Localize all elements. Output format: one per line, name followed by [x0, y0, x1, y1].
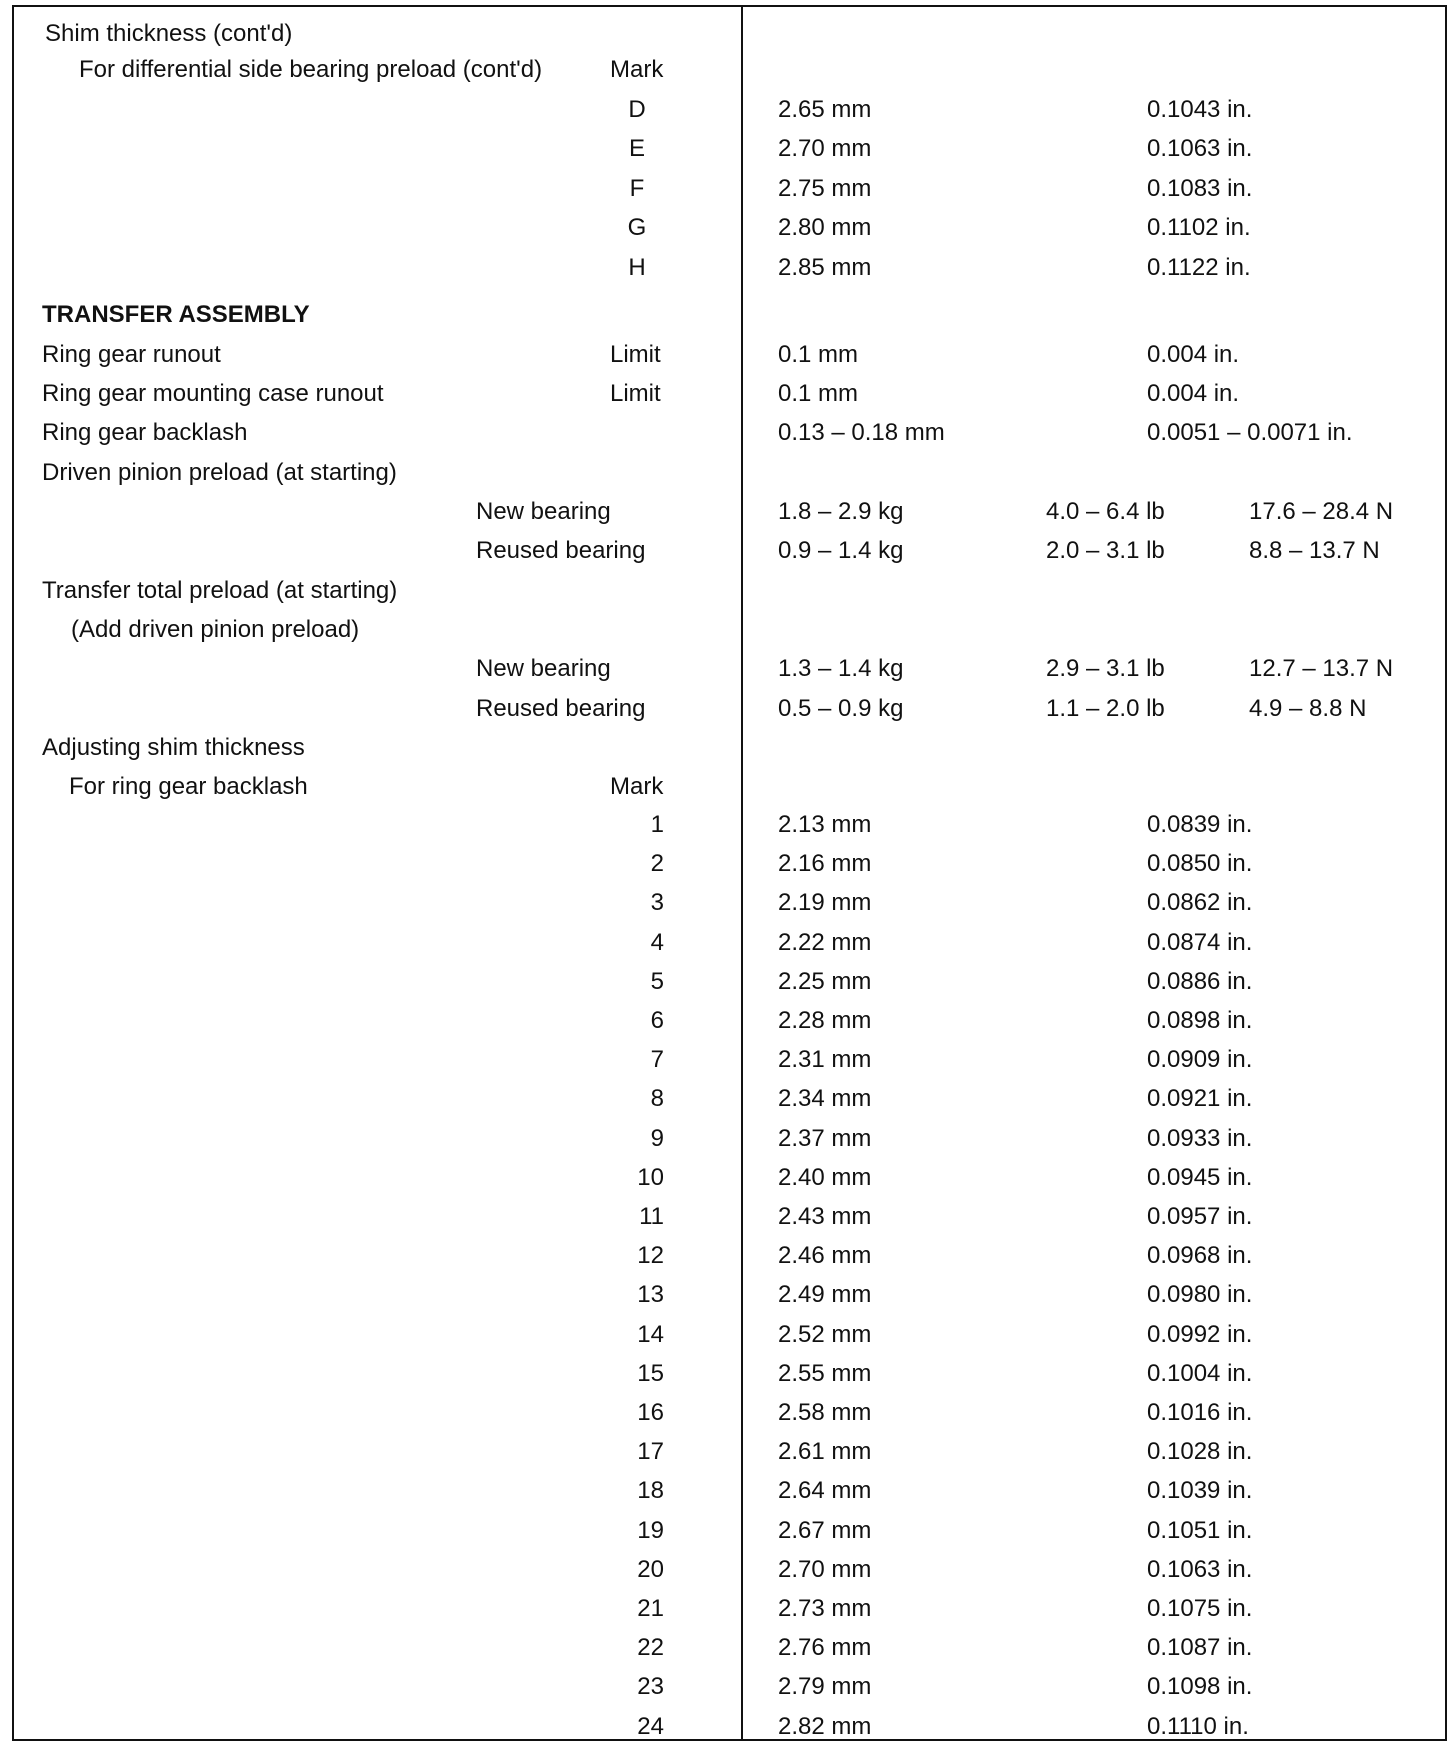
- shim-inch: 0.1016 in.: [1147, 1399, 1253, 1426]
- case-runout-label: Ring gear mounting case runout: [42, 380, 384, 407]
- backlash-shim-sublabel: For ring gear backlash: [69, 773, 308, 800]
- shim-mm: 2.31 mm: [778, 1046, 872, 1073]
- shim-mm: 2.34 mm: [778, 1085, 872, 1112]
- total-new-kg: 1.3 – 1.4 kg: [778, 655, 904, 682]
- shim-mark: 4: [650, 929, 664, 956]
- backlash-inch: 0.0051 – 0.0071 in.: [1147, 419, 1353, 446]
- ring-runout-qualifier: Limit: [610, 341, 661, 368]
- total-reused-label: Reused bearing: [476, 695, 646, 722]
- shim-mark: 6: [650, 1007, 664, 1034]
- shim-inch: 0.0886 in.: [1147, 968, 1253, 995]
- case-runout-qualifier: Limit: [610, 380, 661, 407]
- shim-mark: 1: [650, 811, 664, 838]
- total-reused-lb: 1.1 – 2.0 lb: [1046, 695, 1165, 722]
- shim-inch: 0.0862 in.: [1147, 889, 1253, 916]
- shim-inch: 0.1063 in.: [1147, 135, 1253, 162]
- shim-mm: 2.13 mm: [778, 811, 872, 838]
- pinion-new-lb: 4.0 – 6.4 lb: [1046, 498, 1165, 525]
- column-divider: [741, 5, 743, 1741]
- pinion-reused-kg: 0.9 – 1.4 kg: [778, 537, 904, 564]
- shim-mark: 8: [650, 1085, 664, 1112]
- shim-inch: 0.1083 in.: [1147, 175, 1253, 202]
- shim-mark: 23: [637, 1673, 664, 1700]
- shim-mark: 20: [637, 1556, 664, 1583]
- shim-mark: H: [628, 254, 646, 281]
- shim-mark: 10: [637, 1164, 664, 1191]
- shim-thickness-title: Shim thickness (cont'd): [45, 20, 293, 47]
- mark-header: Mark: [610, 773, 664, 800]
- shim-inch: 0.0933 in.: [1147, 1125, 1253, 1152]
- shim-mm: 2.76 mm: [778, 1634, 872, 1661]
- shim-mm: 2.46 mm: [778, 1242, 872, 1269]
- shim-mm: 2.79 mm: [778, 1673, 872, 1700]
- shim-mark: E: [628, 135, 646, 162]
- shim-mm: 2.61 mm: [778, 1438, 872, 1465]
- shim-inch: 0.0921 in.: [1147, 1085, 1253, 1112]
- shim-mm: 2.40 mm: [778, 1164, 872, 1191]
- shim-inch: 0.1098 in.: [1147, 1673, 1253, 1700]
- shim-mm: 2.37 mm: [778, 1125, 872, 1152]
- shim-inch: 0.0968 in.: [1147, 1242, 1253, 1269]
- total-new-n: 12.7 – 13.7 N: [1249, 655, 1394, 682]
- backlash-label: Ring gear backlash: [42, 419, 248, 446]
- total-reused-kg: 0.5 – 0.9 kg: [778, 695, 904, 722]
- shim-inch: 0.0898 in.: [1147, 1007, 1253, 1034]
- shim-mark: 9: [650, 1125, 664, 1152]
- shim-mark: 19: [637, 1517, 664, 1544]
- pinion-new-label: New bearing: [476, 498, 611, 525]
- shim-mm: 2.64 mm: [778, 1477, 872, 1504]
- shim-mark: G: [627, 214, 647, 241]
- shim-inch: 0.1039 in.: [1147, 1477, 1253, 1504]
- shim-inch: 0.0909 in.: [1147, 1046, 1253, 1073]
- pinion-preload-label: Driven pinion preload (at starting): [42, 459, 397, 486]
- shim-mark: 17: [637, 1438, 664, 1465]
- ring-runout-mm: 0.1 mm: [778, 341, 859, 368]
- shim-mm: 2.70 mm: [778, 135, 872, 162]
- diff-preload-subtitle: For differential side bearing preload (cont'd): [79, 56, 543, 83]
- backlash-mm: 0.13 – 0.18 mm: [778, 419, 945, 446]
- total-preload-note: (Add driven pinion preload): [71, 616, 360, 643]
- shim-inch: 0.0874 in.: [1147, 929, 1253, 956]
- shim-inch: 0.1043 in.: [1147, 96, 1253, 123]
- shim-inch: 0.1110 in.: [1147, 1713, 1249, 1740]
- shim-mm: 2.73 mm: [778, 1595, 872, 1622]
- shim-inch: 0.1087 in.: [1147, 1634, 1253, 1661]
- shim-mm: 2.55 mm: [778, 1360, 872, 1387]
- pinion-new-kg: 1.8 – 2.9 kg: [778, 498, 904, 525]
- shim-mark: 11: [639, 1203, 664, 1230]
- shim-inch: 0.0980 in.: [1147, 1281, 1253, 1308]
- shim-inch: 0.0850 in.: [1147, 850, 1253, 877]
- case-runout-mm: 0.1 mm: [778, 380, 859, 407]
- shim-mark: 15: [637, 1360, 664, 1387]
- shim-mark: 3: [650, 889, 664, 916]
- shim-mark: 22: [637, 1634, 664, 1661]
- shim-mm: 2.49 mm: [778, 1281, 872, 1308]
- shim-mm: 2.82 mm: [778, 1713, 872, 1740]
- adjusting-shim-label: Adjusting shim thickness: [42, 734, 305, 761]
- shim-mm: 2.80 mm: [778, 214, 872, 241]
- shim-mm: 2.52 mm: [778, 1321, 872, 1348]
- shim-inch: 0.0945 in.: [1147, 1164, 1253, 1191]
- shim-mm: 2.25 mm: [778, 968, 872, 995]
- pinion-new-n: 17.6 – 28.4 N: [1249, 498, 1394, 525]
- shim-mm: 2.67 mm: [778, 1517, 872, 1544]
- total-reused-n: 4.9 – 8.8 N: [1249, 695, 1367, 722]
- shim-mark: 14: [637, 1321, 664, 1348]
- ring-runout-inch: 0.004 in.: [1147, 341, 1240, 368]
- shim-inch: 0.1051 in.: [1147, 1517, 1253, 1544]
- shim-inch: 0.1102 in.: [1147, 214, 1251, 241]
- mark-header: Mark: [610, 56, 664, 83]
- shim-mark: D: [628, 96, 646, 123]
- shim-mark: 18: [637, 1477, 664, 1504]
- shim-mark: 13: [637, 1281, 664, 1308]
- shim-mm: 2.65 mm: [778, 96, 872, 123]
- pinion-reused-n: 8.8 – 13.7 N: [1249, 537, 1380, 564]
- shim-inch: 0.1004 in.: [1147, 1360, 1253, 1387]
- shim-mm: 2.70 mm: [778, 1556, 872, 1583]
- ring-runout-label: Ring gear runout: [42, 341, 221, 368]
- total-preload-label: Transfer total preload (at starting): [42, 577, 398, 604]
- shim-mark: 16: [637, 1399, 664, 1426]
- shim-mark: 5: [650, 968, 664, 995]
- pinion-reused-label: Reused bearing: [476, 537, 646, 564]
- section-heading: TRANSFER ASSEMBLY: [42, 301, 310, 328]
- shim-mm: 2.16 mm: [778, 850, 872, 877]
- shim-mark: 2: [650, 850, 664, 877]
- shim-inch: 0.0992 in.: [1147, 1321, 1253, 1348]
- case-runout-inch: 0.004 in.: [1147, 380, 1240, 407]
- shim-mm: 2.19 mm: [778, 889, 872, 916]
- shim-mark: 21: [637, 1595, 664, 1622]
- total-new-label: New bearing: [476, 655, 611, 682]
- shim-mark: F: [629, 175, 645, 202]
- shim-inch: 0.1028 in.: [1147, 1438, 1253, 1465]
- shim-mm: 2.85 mm: [778, 254, 872, 281]
- shim-inch: 0.1063 in.: [1147, 1556, 1253, 1583]
- pinion-reused-lb: 2.0 – 3.1 lb: [1046, 537, 1165, 564]
- shim-inch: 0.1075 in.: [1147, 1595, 1253, 1622]
- shim-mm: 2.75 mm: [778, 175, 872, 202]
- total-new-lb: 2.9 – 3.1 lb: [1046, 655, 1165, 682]
- shim-mm: 2.58 mm: [778, 1399, 872, 1426]
- shim-inch: 0.0957 in.: [1147, 1203, 1253, 1230]
- shim-mark: 24: [637, 1713, 664, 1740]
- shim-mm: 2.22 mm: [778, 929, 872, 956]
- shim-mm: 2.28 mm: [778, 1007, 872, 1034]
- shim-mark: 12: [637, 1242, 664, 1269]
- shim-inch: 0.1122 in.: [1147, 254, 1251, 281]
- shim-mm: 2.43 mm: [778, 1203, 872, 1230]
- shim-mark: 7: [650, 1046, 664, 1073]
- shim-inch: 0.0839 in.: [1147, 811, 1253, 838]
